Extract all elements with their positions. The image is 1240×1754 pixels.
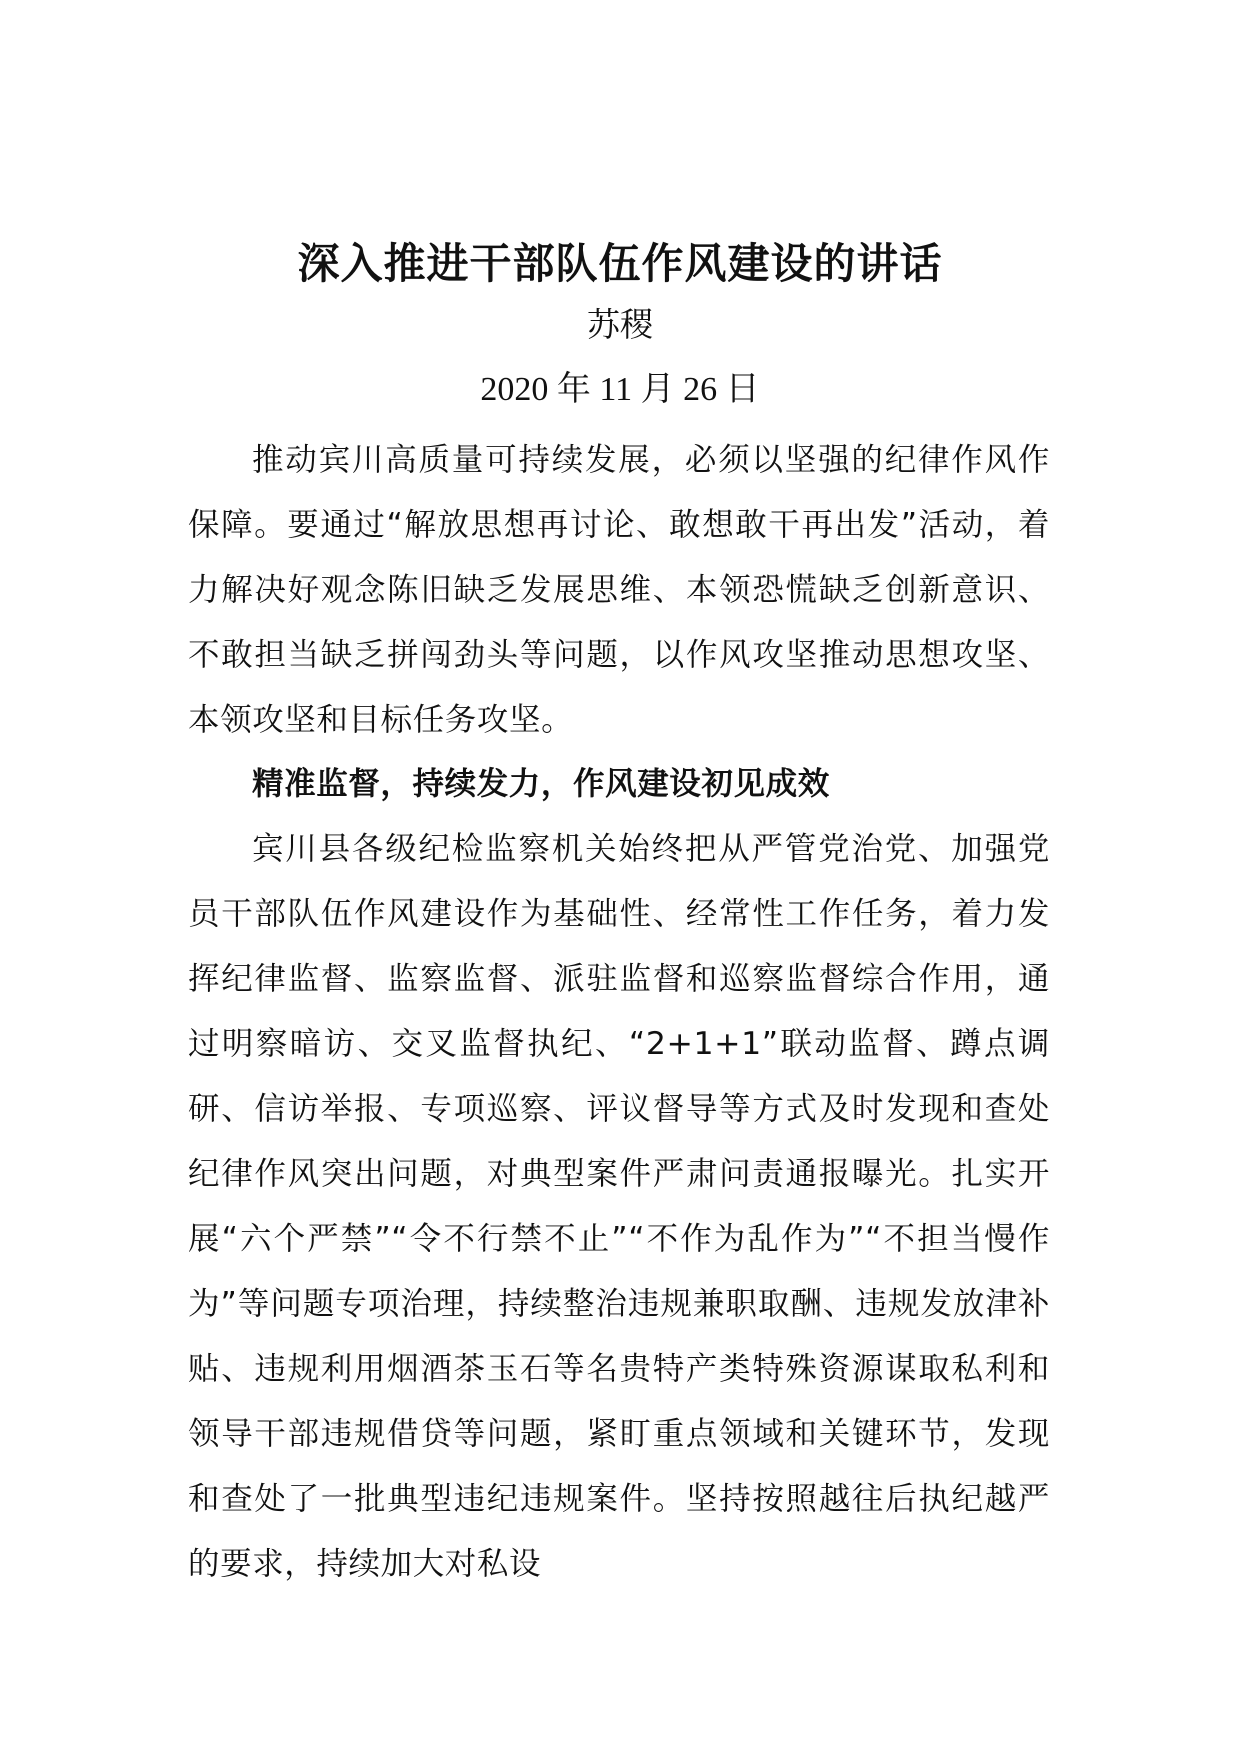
document-title: 深入推进干部队伍作风建设的讲话	[297, 239, 943, 288]
body-paragraph-1: 推动宾川高质量可持续发展，必须以坚强的纪律作风作保障。要通过“解放思想再讨论、敢想敢干再出发”活动，着力解决好观念陈旧缺乏发展思维、本领恐慌缺乏创新意识、不敢担当缺乏拼闯劲头等问题，以作风攻坚推动思想攻坚、本领攻坚和目标任务攻坚。	[188, 442, 1050, 738]
document-date: 2020 年 11 月 26 日	[480, 371, 760, 408]
document-author: 苏稷	[587, 305, 653, 344]
body-paragraph-2: 宾川县各级纪检监察机关始终把从严管党治党、加强党员干部队伍作风建设作为基础性、经常性工作任务，着力发挥纪律监督、监察监督、派驻监督和巡察监督综合作用，通过明察暗访、交叉监督执纪、“2+1+1”联动监督、蹲点调研、信访举报、专项巡察、评议督导等方式及时发现和查处纪律作风突出问题，对典型案件严肃问责通报曝光。扎实开展“六个严禁”“令不行禁不止”“不作为乱作为”“不担当慢作为”等问题专项治理，持续整治违规兼职取酬、违规发放津补贴、违规利用烟酒茶玉石等名贵特产类特殊资源谋取私利和领导干部违规借贷等问题，紧盯重点领域和关键环节，发现和查处了一批典型违纪违规案件。坚持按照越往后执纪越严的要求，持续加大对私设	[188, 831, 1050, 1582]
section-heading: 精准监督，持续发力，作风建设初见成效	[252, 766, 830, 802]
